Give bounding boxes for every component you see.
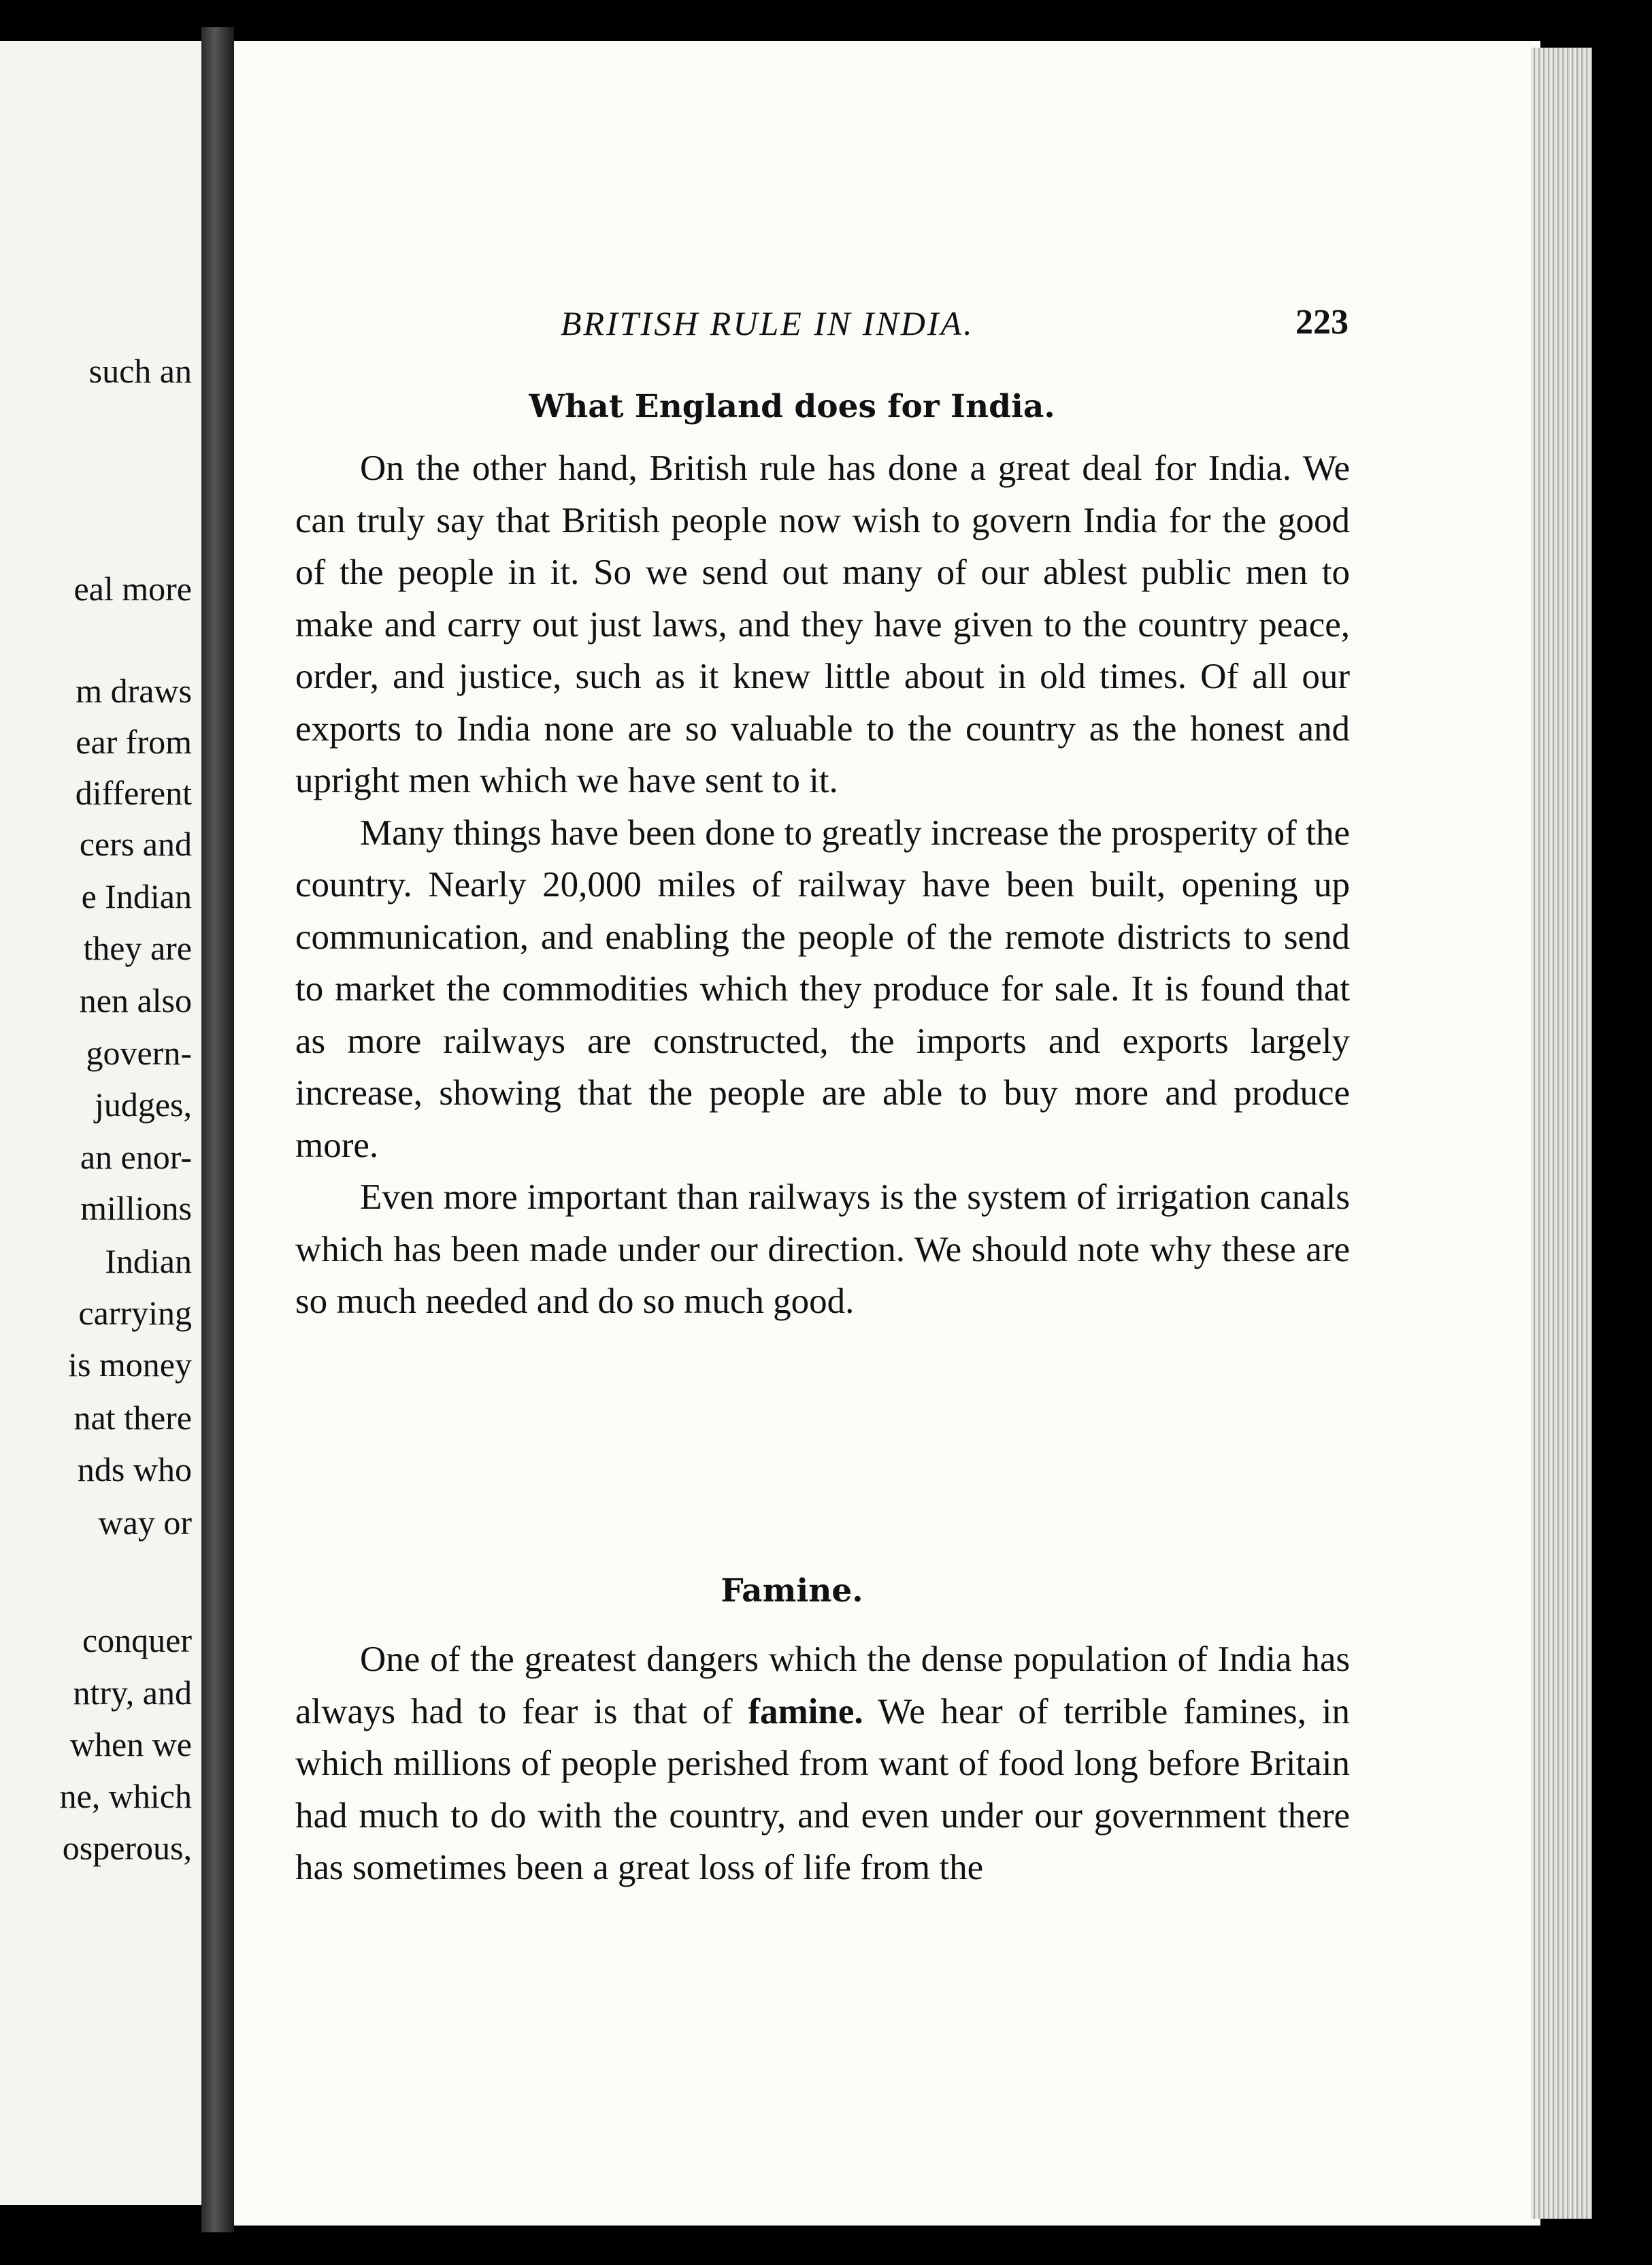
section-heading-famine: Famine. bbox=[721, 1572, 863, 1610]
section-body-england bbox=[295, 442, 1350, 1328]
section-body-famine bbox=[295, 1633, 1350, 1894]
page-number: 223 bbox=[1295, 303, 1349, 342]
facing-page-line: conquer bbox=[82, 1621, 192, 1659]
book-gutter bbox=[201, 27, 234, 2232]
facing-page-line: ne, which bbox=[59, 1777, 192, 1815]
facing-page-line: eal more bbox=[73, 570, 192, 608]
facing-page-line: cers and bbox=[79, 825, 192, 863]
facing-page-line: carrying bbox=[78, 1294, 192, 1332]
facing-page-line: they are bbox=[83, 929, 192, 967]
facing-page-line: nat there bbox=[73, 1399, 192, 1437]
facing-page-line: osperous, bbox=[62, 1829, 192, 1867]
running-title: BRITISH RULE IN INDIA. bbox=[561, 304, 974, 342]
paragraph-text: We hear of terrible famines, in which millions of people perished from want of food long before Britain had much to do with the country, and even under our government there has sometimes been a great loss of life from the bbox=[295, 1691, 1350, 1887]
section-heading-england: What England does for India. bbox=[529, 388, 1055, 425]
facing-page-fragment bbox=[0, 41, 204, 2205]
facing-page-line: is money bbox=[68, 1346, 192, 1384]
facing-page-line: millions bbox=[80, 1189, 192, 1227]
page-edges bbox=[1531, 48, 1592, 2219]
facing-page-line: nen also bbox=[79, 981, 192, 1020]
facing-page-line: way or bbox=[98, 1503, 192, 1542]
paragraph: Many things have been done to greatly increase the prosperity of the country. Nearly 20,000 miles of railway have been built, opening up communication, and enabling the people of the remote districts to send to market the commodities which they produce for sale. It is found that as more railways are constructed, the imports and exports largely increase, showing that the people are able to buy more and produce more. bbox=[295, 813, 1350, 1165]
facing-page-line: an enor- bbox=[80, 1138, 192, 1176]
facing-page-line: nds who bbox=[77, 1450, 192, 1488]
book-page bbox=[234, 41, 1540, 2226]
paragraph: On the other hand, British rule has done a great deal for India. We can truly say that British people now wish to govern India for the good of the people in it. So we send out many of our ablest public men to make and carry out just laws, and they have given to the country peace, order, and justice, such as it knew little about in old times. Of all our exports to India none are so valuable to the country as the honest and upright men which we have sent to it. bbox=[295, 449, 1350, 800]
facing-page-line: ntry, and bbox=[73, 1674, 192, 1712]
facing-page-line: such an bbox=[88, 352, 192, 390]
facing-page-line: Indian bbox=[105, 1242, 192, 1280]
facing-page-line: ear from bbox=[76, 723, 192, 761]
running-head bbox=[234, 294, 1540, 348]
paragraph: Even more important than railways is the system of irrigation canals which has been made under our direction. We should note why these are so much needed and do so much good. bbox=[295, 1177, 1350, 1321]
facing-page-line: judges, bbox=[94, 1086, 192, 1124]
facing-page-line: when we bbox=[69, 1725, 192, 1763]
emphasized-word: famine. bbox=[748, 1691, 863, 1731]
facing-page-line: govern- bbox=[86, 1034, 192, 1072]
facing-page-line: different bbox=[75, 774, 192, 812]
paragraph-text: One of the greatest dangers which the dense population of India has always had to fear is that of bbox=[295, 1640, 1350, 1731]
facing-page-line: e Indian bbox=[81, 877, 192, 915]
paragraph bbox=[295, 1633, 1350, 1894]
facing-page-line: m draws bbox=[76, 672, 192, 710]
